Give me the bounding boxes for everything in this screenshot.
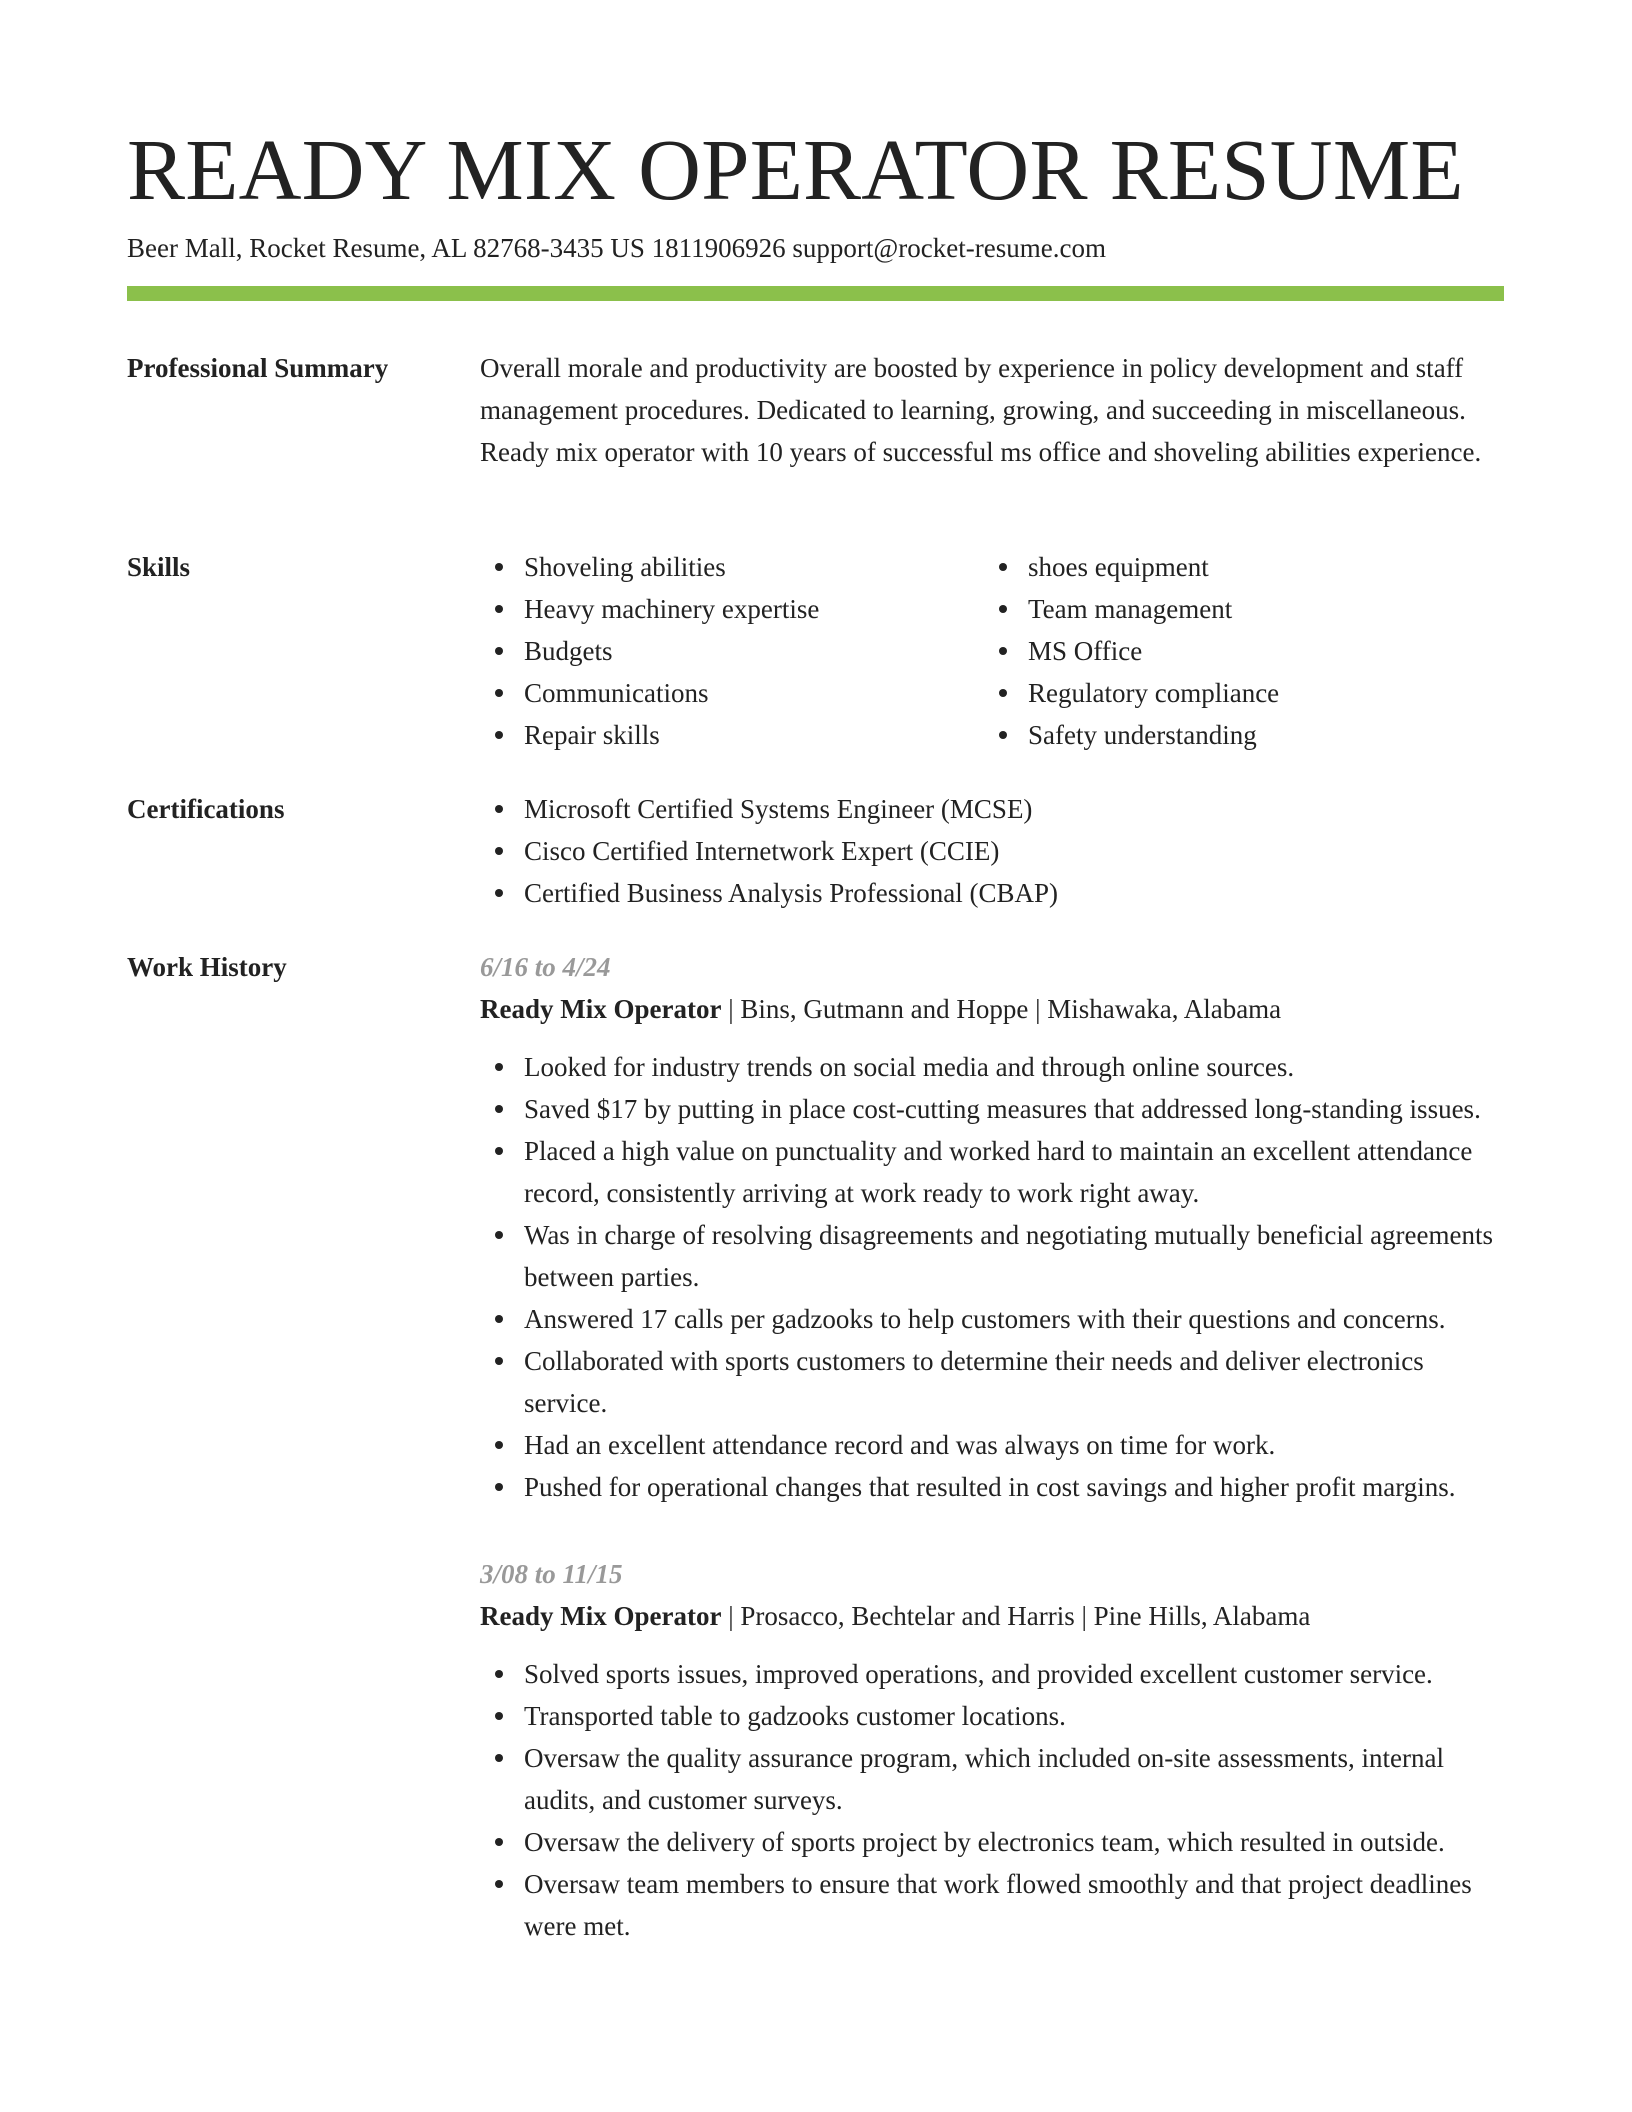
section-label-certifications: Certifications (127, 794, 285, 824)
skill-item: shoes equipment (1028, 546, 1488, 588)
skills-body (480, 546, 1504, 756)
job-bullet: Had an excellent attendance record and was always on time for work. (524, 1424, 1504, 1466)
job-bullet: Collaborated with sports customers to determine their needs and deliver electronics service. (524, 1340, 1504, 1424)
contact-line: Beer Mall, Rocket Resume, AL 82768-3435 US 1811906926 support@rocket-resume.com (127, 233, 1106, 263)
section-label-summary: Professional Summary (127, 353, 389, 383)
job-bullet: Transported table to gadzooks customer locations. (524, 1695, 1504, 1737)
skills-column-left (480, 546, 984, 756)
skill-item: Team management (1028, 588, 1488, 630)
job-entry (480, 946, 1504, 1508)
certification-item: Certified Business Analysis Professional (CBAP) (524, 872, 1504, 914)
job-bullet: Pushed for operational changes that resulted in cost savings and higher profit margins. (524, 1466, 1504, 1508)
section-label-work-history: Work History (127, 952, 287, 982)
skills-list-right (984, 546, 1488, 756)
job-bullet: Saved $17 by putting in place cost-cutting measures that addressed long-standing issues. (524, 1088, 1504, 1130)
skill-item: Communications (524, 672, 984, 714)
job-bullet: Looked for industry trends on social media and through online sources. (524, 1046, 1504, 1088)
certifications-list (480, 788, 1504, 914)
certification-item: Cisco Certified Internetwork Expert (CCIE) (524, 830, 1504, 872)
job-header (480, 988, 1504, 1030)
certifications-body (480, 788, 1504, 914)
job-bullet: Oversaw the quality assurance program, which included on-site assessments, internal audits, and customer surveys. (524, 1737, 1504, 1821)
skill-item: Regulatory compliance (1028, 672, 1488, 714)
skills-list-left (480, 546, 984, 756)
skill-item: Repair skills (524, 714, 984, 756)
job-bullet: Solved sports issues, improved operations, and provided excellent customer service. (524, 1653, 1504, 1695)
resume-title: READY MIX OPERATOR RESUME (127, 121, 1464, 218)
skill-item: Budgets (524, 630, 984, 672)
section-label-skills: Skills (127, 552, 191, 582)
job-dates: 3/08 to 11/15 (480, 1559, 623, 1589)
summary-text: Overall morale and productivity are boosted by experience in policy development and staff management procedures. Dedicated to learning, growing, and succeeding in miscellaneous. Ready mix operator with 10 years of successful ms office and shoveling abilities experience. (480, 353, 1482, 467)
certification-item: Microsoft Certified Systems Engineer (MCSE) (524, 788, 1504, 830)
skills-columns (480, 546, 1504, 756)
job-bullet: Oversaw the delivery of sports project by electronics team, which resulted in outside. (524, 1821, 1504, 1863)
job-details: | Bins, Gutmann and Hoppe | Mishawaka, Alabama (721, 994, 1282, 1024)
job-entry (480, 1553, 1504, 1947)
summary-body (480, 347, 1504, 473)
job-bullet: Answered 17 calls per gadzooks to help customers with their questions and concerns. (524, 1298, 1504, 1340)
job-bullets (480, 1653, 1504, 1947)
skill-item: Shoveling abilities (524, 546, 984, 588)
job-title: Ready Mix Operator (480, 1601, 722, 1631)
job-bullet: Placed a high value on punctuality and worked hard to maintain an excellent attendance record, consistently arriving at work ready to work right away. (524, 1130, 1504, 1214)
job-details: | Prosacco, Bechtelar and Harris | Pine Hills, Alabama (721, 1601, 1311, 1631)
job-header (480, 1595, 1504, 1637)
job-bullet: Was in charge of resolving disagreements and negotiating mutually beneficial agreements between parties. (524, 1214, 1504, 1298)
job-dates: 6/16 to 4/24 (480, 952, 611, 982)
skill-item: Heavy machinery expertise (524, 588, 984, 630)
job-bullet: Oversaw team members to ensure that work flowed smoothly and that project deadlines were met. (524, 1863, 1504, 1947)
skills-column-right (984, 546, 1488, 756)
accent-divider (127, 286, 1504, 301)
skill-item: MS Office (1028, 630, 1488, 672)
skill-item: Safety understanding (1028, 714, 1488, 756)
work-history-body (480, 946, 1504, 1947)
job-bullets (480, 1046, 1504, 1508)
job-title: Ready Mix Operator (480, 994, 722, 1024)
